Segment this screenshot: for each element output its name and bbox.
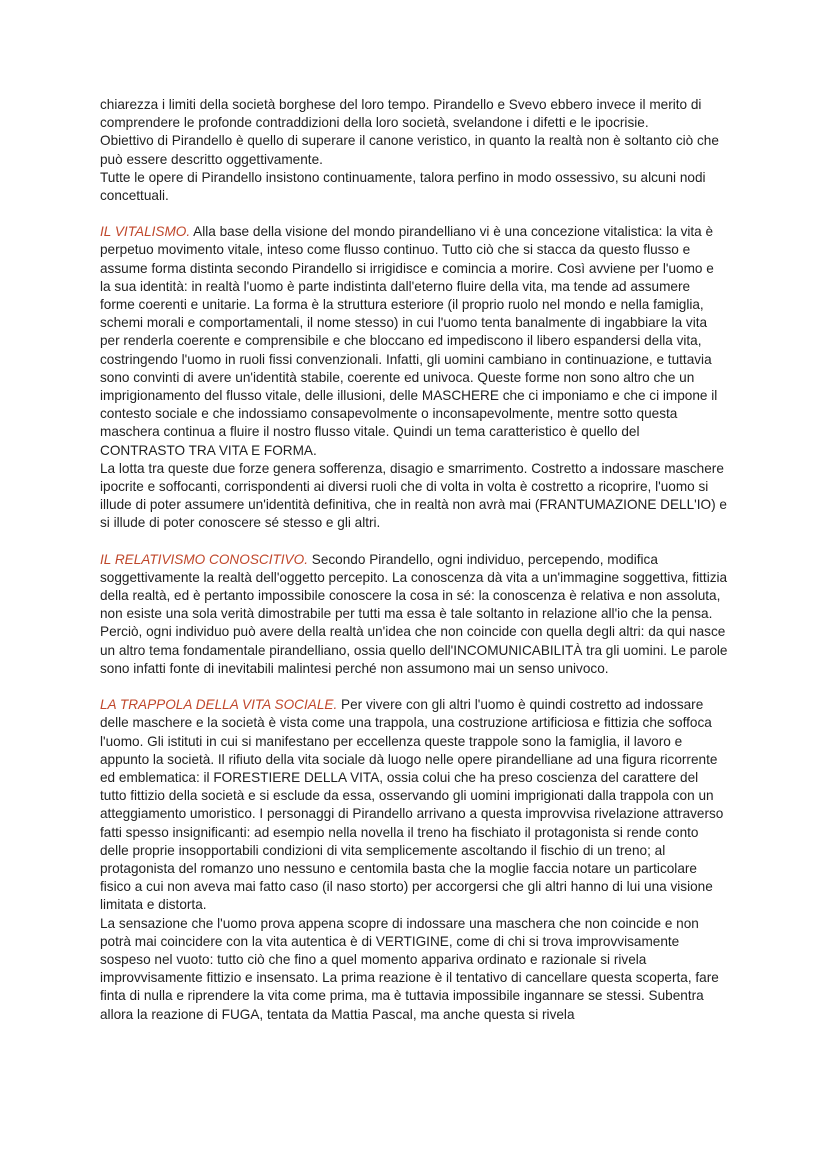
vitalismo-text: Alla base della visione del mondo pirandelliano vi è una concezione vitalistica: la vita è perpetuo movimento vitale, inteso come flusso continuo. Tutto ciò che si stacca da questo flusso e assume forma distinta secondo Pirandello si irrigidisce e comincia a morire. Così avviene per l'uomo e la sua identità: in realtà l'uomo è parte indistinta dall'eterno fluire della vita, ma tende ad assumere forme coerenti e unitarie. La forma è la struttura esteriore (il proprio ruolo nel mondo e nella famiglia, schemi morali e comportamentali, il nome stesso) in cui l'uomo tenta banalmente di ingabbiare la vita per renderla coerente e comprensibile e che bloccano ed impediscono il libero espandersi della vita, costringendo l'uomo in ruoli fissi convenzionali. Infatti, gli uomini cambiano in continuazione, e tuttavia sono convinti di avere un'identità stabile, coerente ed univoca. Queste forme non sono altro che un imprigionamento del flusso vitale, delle illusioni, delle MASCHERE che ci imponiamo e che ci impone il contesto sociale e che indossiamo consapevolmente o inconsapevolmente, mentre sotto questa maschera continua a fluire il nostro flusso vitale. Quindi un tema caratteristico è quello del CONTRASTO TRA VITA E FORMA. — [100, 224, 718, 458]
trappola-section — [100, 696, 728, 914]
vitalismo-paragraph: La lotta tra queste due forze genera sofferenza, disagio e smarrimento. Costretto a indossare maschere ipocrite e soffocanti, corrispondenti ai diversi ruoli che di volta in volta è costretto a ricoprire, l'uomo si illude di poter assumere un'identità definitiva, che in realtà non avrà mai (FRANTUMAZIONE DELL'IO) e si illude di poter conoscere sé stesso e gli altri. — [100, 460, 727, 531]
document-page — [100, 96, 728, 1024]
section-heading-relativismo: IL RELATIVISMO CONOSCITIVO. — [100, 551, 308, 567]
paragraph-spacer — [100, 678, 728, 696]
intro-paragraph: chiarezza i limiti della società borghese del loro tempo. Pirandello e Svevo ebbero invece il merito di comprendere le profonde contraddizioni della loro società, svelandone i difetti e le ipocrisie. — [100, 97, 702, 131]
trappola-text: Per vivere con gli altri l'uomo è quindi costretto ad indossare delle maschere e la società è vista come una trappola, una costruzione artificiosa e fittizia che soffoca l'uomo. Gli istituti in cui si manifestano per eccellenza queste trappole sono la famiglia, il lavoro e appunto la società. Il rifiuto della vita sociale dà luogo nelle opere pirandelliane ad una figura ricorrente ed emblematica: il FORESTIERE DELLA VITA, ossia colui che ha preso coscienza del carattere del tutto fittizio della società e si esclude da essa, osservando gli uomini imprigionati dalla trappola con un atteggiamento umoristico. I personaggi di Pirandello arrivano a questa improvvisa rivelazione attraverso fatti spesso insignificanti: ad esempio nella novella il treno ha fischiato il protagonista si rende conto delle proprie insopportabili condizioni di vita semplicemente ascoltando il fischio di un treno; al protagonista del romanzo uno nessuno e centomila basta che la moglie faccia notare un particolare fisico a cui non aveva mai fatto caso (il naso storto) per accorgersi che gli altri hanno di lui una visione limitata e distorta. — [100, 697, 724, 913]
trappola-paragraph: La sensazione che l'uomo prova appena scopre di indossare una maschera che non coincide e non potrà mai coincidere con la vita autentica è di VERTIGINE, come di chi si trova improvvisamente sospeso nel vuoto: tutto ciò che fino a quel momento appariva ordinato e razionale si rivela improvvisamente fittizio e insensato. La prima reazione è il tentativo di cancellare questa scoperta, fare finta di nulla e riprendere la vita come prima, ma è tuttavia impossibile ingannare se stessi. Subentra allora la reazione di FUGA, tentata da Mattia Pascal, ma anche questa si rivela — [100, 915, 719, 1022]
intro-paragraph: Tutte le opere di Pirandello insistono continuamente, talora perfino in modo ossessivo, su alcuni nodi concettuali. — [100, 169, 706, 204]
paragraph-spacer — [100, 533, 728, 551]
relativismo-text: Secondo Pirandello, ogni individuo, percependo, modifica soggettivamente la realtà dell'oggetto percepito. La conoscenza dà vita a un'immagine soggettiva, fittizia della realtà, ed è pertanto impossibile conoscere la cosa in sé: la conoscenza è relativa e non assoluta, non esiste una sola verità dimostrabile per tutti ma essa è tale soltanto in relazione all'io che la pensa. Perciò, ogni individuo può avere della realtà un'idea che non coincide con quella degli altri: da qui nasce un altro tema fondamentale pirandelliano, ossia quello dell'INCOMUNICABILITÀ tra gli uomini. Le parole sono infatti fonte di inevitabili malintesi perché non assumono mai un senso univoco. — [100, 551, 728, 676]
section-heading-trappola: LA TRAPPOLA DELLA VITA SOCIALE. — [100, 697, 338, 713]
relativismo-section — [100, 551, 728, 678]
vitalismo-section — [100, 223, 728, 460]
paragraph-spacer — [100, 205, 728, 223]
intro-paragraph: Obiettivo di Pirandello è quello di superare il canone veristico, in quanto la realtà non è soltanto ciò che può essere descritto oggettivamente. — [100, 133, 719, 167]
section-heading-vitalismo: IL VITALISMO. — [100, 224, 191, 240]
